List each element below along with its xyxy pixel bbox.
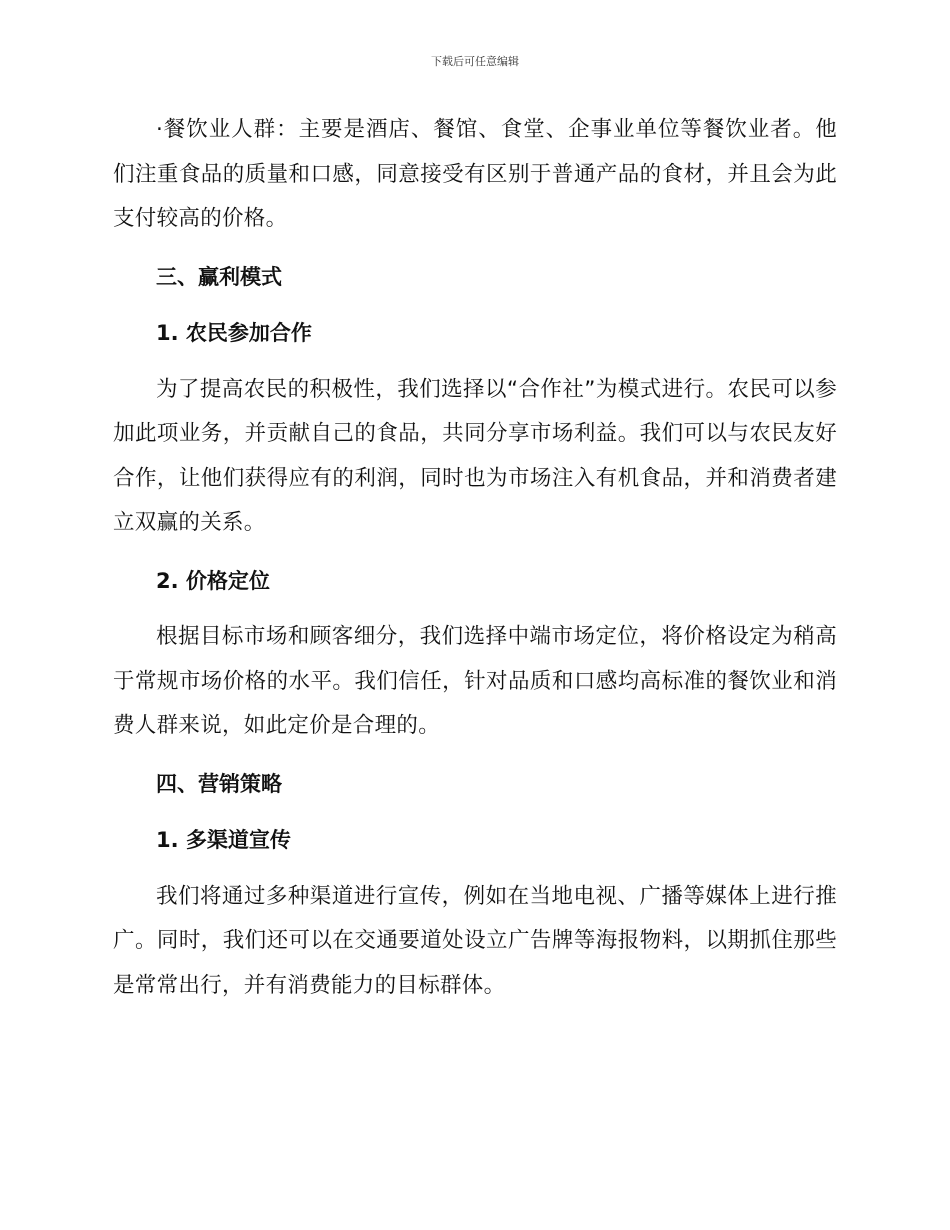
paragraph-farmer-cooperation: 为了提高农民的积极性，我们选择以“合作社”为模式进行。农民可以参加此项业务，并贡献自己的食品，共同分享市场利益。我们可以与农民友好合作，让他们获得应有的利润，同时也为市场注入有机食品，并和消费者建立双赢的关系。 — [113, 376, 837, 535]
page-header-note: 下载后可任意编辑 — [431, 55, 519, 68]
heading-multichannel-promotion: 1. 多渠道宣传 — [156, 828, 291, 852]
paragraph-price-positioning: 根据目标市场和顾客细分，我们选择中端市场定位，将价格设定为稍高于常规市场价格的水平。我们信任，针对品质和口感均高标准的餐饮业和消费人群来说，如此定价是合理的。 — [113, 624, 837, 738]
paragraph-multichannel-promotion: 我们将通过多种渠道进行宣传，例如在当地电视、广播等媒体上进行推广。同时，我们还可以在交通要道处设立广告牌等海报物料，以期抓住那些是常常出行，并有消费能力的目标群体。 — [113, 883, 837, 998]
heading-farmer-cooperation: 1. 农民参加合作 — [156, 321, 312, 345]
heading-marketing-strategy: 四、营销策略 — [156, 771, 282, 796]
heading-profit-model: 三、赢利模式 — [156, 264, 282, 289]
heading-price-positioning: 2. 价格定位 — [156, 568, 270, 593]
paragraph-catering-group: ·餐饮业人群：主要是酒店、餐馆、食堂、企事业单位等餐饮业者。他们注重食品的质量和口感，同意接受有区别于普通产品的食材，并且会为此支付较高的价格。 — [113, 117, 837, 231]
document-body — [113, 108, 837, 1008]
